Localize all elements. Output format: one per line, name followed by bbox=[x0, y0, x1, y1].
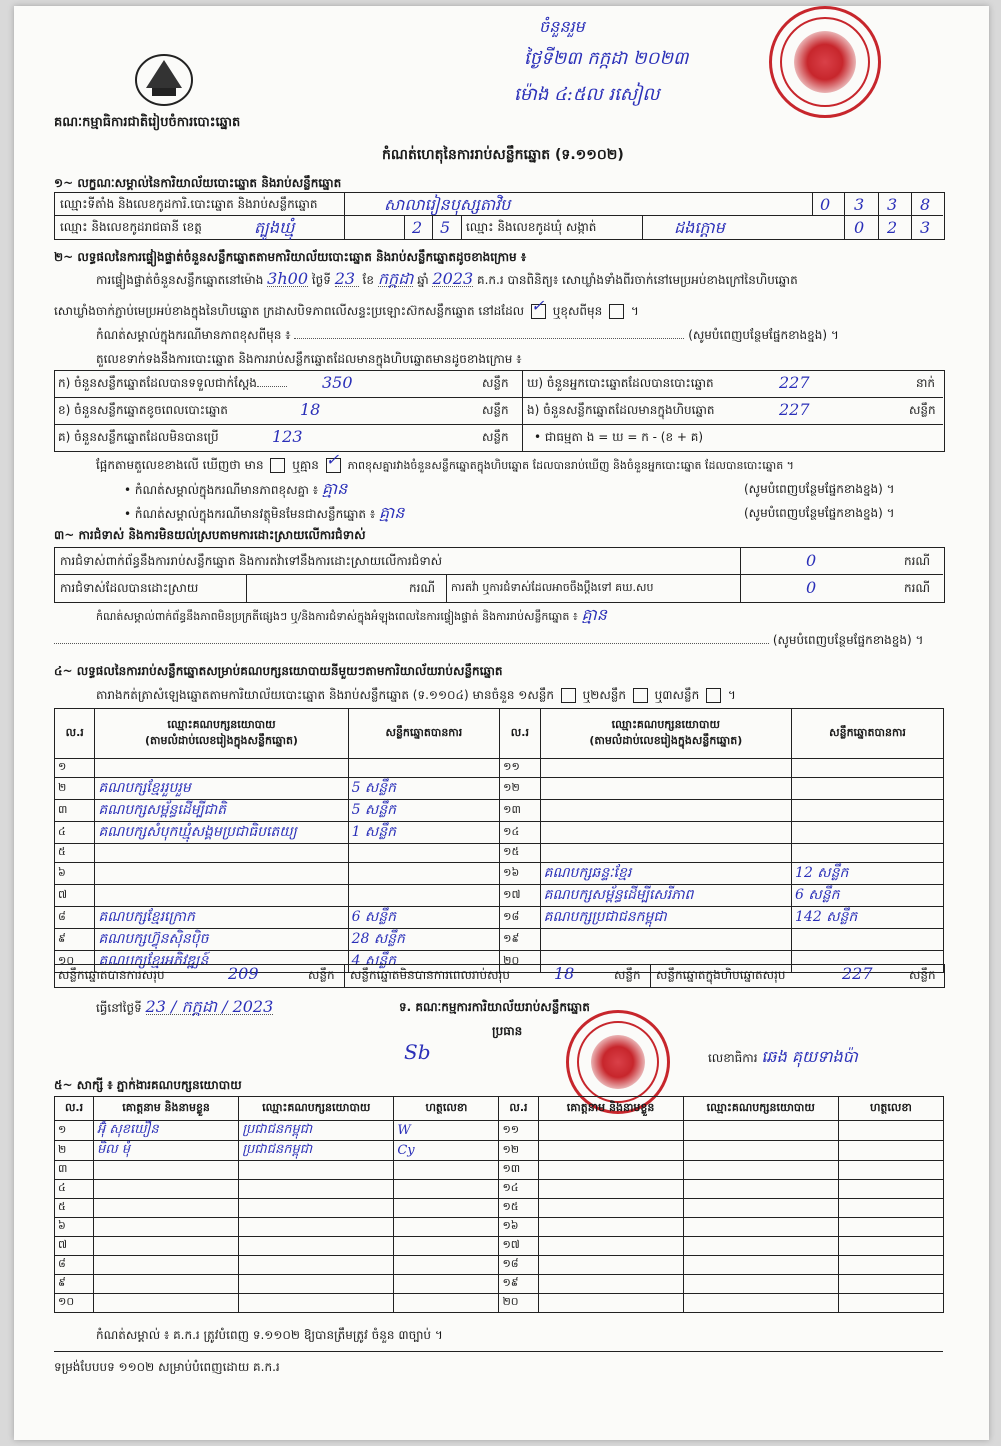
different-checkbox[interactable] bbox=[609, 304, 624, 319]
party-number: ២ bbox=[55, 778, 95, 800]
witness-signature bbox=[394, 1180, 499, 1199]
party-name bbox=[540, 800, 791, 822]
party-votes bbox=[792, 800, 944, 822]
voters-count: ឃ) ចំនួនអ្នកបោះឆ្នោតដែលបានបោះឆ្នោត bbox=[527, 376, 714, 390]
province-label: ឈ្មោះ និងលេខកូដរាជធានី ខេត្ត bbox=[60, 220, 202, 234]
witness-number: ១៨ bbox=[499, 1256, 538, 1275]
table-row bbox=[55, 1256, 944, 1275]
witness-name bbox=[538, 1199, 683, 1218]
form-page: គណៈកម្មាធិការជាតិរៀបចំការបោះឆ្នោត កំណត់ហេតុនៃការរាប់សន្លឹកឆ្នោត (ទ.១១០២) ចំនួនរួម ថ្ងៃទី២៣ កក្កដា ២០២៣ ម៉ោង ៤:៥ល រសៀល ១~ លក្ខណៈសម្គាល់នៃការិយាល័យបោះឆ្នោត និងរាប់សន្លឹកឆ្នោត ឈ្មោះទីតាំង និងលេខកូដការិ.បោះឆ្នោត និងរាប់សន្លឹកឆ្នោត សាលារៀនបុស្សតាវិប 0 3 3 8 ឈ្មោះ និងលេខកូដរាជធានី ខេត្ត ត្បូងឃ្មុំ 2 5 ឈ្មោះ និងលេខកូដឃុំ សង្កាត់ ដងក្ដោម 0 2 3 ២~ លទ្ធផលនៃការផ្ទៀងផ្ទាត់ចំនួនសន្លឹកឆ្នោតតាមការិយាល័យបោះឆ្នោត និងរាប់សន្លឹកឆ្នោតដូចខាងក្រោម ៖ ការផ្ទៀងផ្ទាត់ចំនួនសន្លឹកឆ្នោតនៅម៉ោង 3h00 ថ្ងៃទី 23 ខែ កក្កដា ឆ្នាំ 2023 គ.ក.រ បានពិនិត្យ៖ សោឃ្លាំងទាំងពីរចាក់នៅមេប្រអប់ខាងក្រៅនៃហិបឆ្នោត សោឃ្លាំងចាក់ភ្ជាប់មេប្រអប់ខាងក្នុងនៃហិបឆ្នោត ក្រដាសបិទភាពលើសន្ទះប្រឡោះស៊កសន្លឹកឆ្នោត នៅដដែល ✓ ឬខុសពីមុន ។ កំណត់សម្គាល់ក្នុងករណីមានភាពខុសពីមុន ៖ (សូមបំពេញបន្ថែមផ្នែកខាងខ្នង) ។ តួលេខទាក់ទងនឹងការបោះឆ្នោត និងការរាប់សន្លឹកឆ្នោតដែលមានក្នុងហិបឆ្នោតមានដូចខាងក្រោម ៖ ក) ចំនួនសន្លឹកឆ្នោតដែលបានទទួលជាក់ស្ដែង 350 សន្លឹក ខ) ចំនួនសន្លឹកឆ្នោតខូចពេលបោះឆ្នោត 18 សន្លឹក គ) ចំនួនសន្លឹកឆ្នោតដែលមិនបានប្រើ 123 សន្លឹក ឃ) ចំនួនអ្នកបោះឆ្នោតដែលបានបោះឆ្នោត 227 នាក់ ង) ចំនួនសន្លឹកឆ្នោតដែលមានក្នុងហិបឆ្នោត 227 សន្លឹក • ជាធម្មតា ង = ឃ = ក - (ខ + គ) ផ្អែកតាមតួលេខខាងលើ ឃើញថា មាន ឬគ្មាន ✓ ភាពខុសគ្នារវាងចំនួនសន្លឹកឆ្នោតក្នុងហិបឆ្នោត ដែលបានរាប់ឃើញ និងចំនួនអ្នកបោះឆ្នោត ដែលបានបោះឆ្នោត ។ • កំណត់សម្គាល់ក្នុងករណីមានភាពខុសគ្នា ៖ គ្មាន • កំណត់សម្គាល់ក្នុងករណីមានវត្ថុមិនមែនជាសន្លឹកឆ្នោត ៖ គ្មាន (សូមបំពេញបន្ថែមផ្នែកខាងខ្នង) ។ (សូមបំពេញបន្ថែមផ្នែកខាងខ្នង) ។ ៣~ ការជំទាស់ និងការមិនយល់ស្របតាមការដោះស្រាយលើការជំទាស់ ការជំទាស់ពាក់ព័ន្ធនឹងការរាប់សន្លឹកឆ្នោត និងការតវ៉ាទៅនឹងការដោះស្រាយលើការជំទាស់ 0 ករណី ការជំទាស់ដែលបានដោះស្រាយ ករណី ការតវ៉ា ឬការជំទាស់ដែលអាចចឹងប្ដឹងទៅ គឃ.សប 0 ករណី កំណត់សម្គាល់ពាក់ព័ន្ធនឹងភាពមិនប្រក្រតីផ្សេងៗ ឬ/និងការជំទាស់ក្នុងអំឡុងពេលនៃការផ្ទៀងផ្ទាត់ និងការរាប់សន្លឹកឆ្នោត ៖ គ្មាន (សូមបំពេញបន្ថែមផ្នែកខាងខ្នង) ។ ៤~ លទ្ធផលនៃការរាប់សន្លឹកឆ្នោតសម្រាប់គណបក្សនយោបាយនីមួយៗតាមការិយាល័យរាប់សន្លឹកឆ្នោត តារាងកត់ត្រាសំឡេងឆ្នោតតាមការិយាល័យបោះឆ្នោត និងរាប់សន្លឹកឆ្នោត (ទ.១១០៤) មានចំនួន ១សន្លឹក ឬ២សន្លឹក ឬ៣សន្លឹក ។ ល.រ ឈ្មោះគណបក្សនយោបាយ (តាមលំដាប់លេខរៀងក្នុងសន្លឹកឆ្នោត) សន្លឹកឆ្នោតបានការ ល.រ ឈ្មោះគណបក្សនយោបាយ (តាមលំដាប់លេខរៀងក្នុងសន្លឹកឆ្នោត) សន្លឹកឆ្នោតបានការ ១ ១១ ២ គណបក្សខ្មែររួបរួម 5 សន្លឹក ១២ ៣ គណបក្សសម្ព័ន្ធដើម្បីជាតិ 5 សន្លឹក ១៣ ៤ គណបក្សសំបុកឃ្មុំសង្គមប្រជាធិបតេយ្យ 1 សន្លឹក ១៤ ៥ ១៥ ៦ ១៦ គណបក្សឆន្ទៈខ្មែរ 12 សន្លឹក ៧ ១៧ គណបក្សសម្ព័ន្ធដើម្បីសេរីភាព 6 សន្លឹក ៨ គណបក្សខ្មែរក្រោក 6 សន្លឹក ១៨ គណបក្សប្រជាជនកម្ពុជា 142 សន្លឹក ៩ គណបក្សហ៊្វុនស៊ិនប៉ិច 28 សន្លឹក ១៩ ១០ គណបក្សខ្មែរអភិវឌ្ឍន៍ 4 សន្លឹក ២០ សន្លឹកឆ្នោតបានការសរុប 209 សន្លឹក សន្លឹកឆ្នោតមិនបានការពេលរាប់សរុប 18 សន្លឹក សន្លឹកឆ្នោតក្នុងហិបឆ្នោតសរុប 227 សន្លឹក ធ្វើនៅថ្ងៃទី 23 / កក្កដា / 2023 ទ. គណៈកម្មការការិយាល័យរាប់សន្លឹកឆ្នោត ប្រធាន Sb លេខាធិការ ឆេង គុយទាងប៉ា ៥~ សាក្សី ៖ ភ្នាក់ងារគណបក្សនយោបាយ ល.រ គោត្តនាម និងនាមខ្លួន ឈ្មោះគណបក្សនយោបាយ ហត្ថលេខា ល.រ គោត្តនាម និងនាមខ្លួន ឈ្មោះគណបក្សនយោបាយ ហត្ថលេខា ១ អ៊ុំ សុខឃឿន ប្រជាជនកម្ពុជា W ១១ ២ មិល មុំ ប្រជាជនកម្ពុជា Cy ១២ ៣ ១៣ ៤ ១៤ ៥ ១៥ ៦ ១៦ ៧ ១៧ ៨ ១៨ ៩ ១៩ ១០ ២០ កំណត់សម្គាល់ ៖ គ.ក.រ ត្រូវបំពេញ ទ.១១០២ ឱ្យបានត្រឹមត្រូវ ចំនួន ៣ច្បាប់ ។ ទម្រង់បែបបទ ១១០២ សម្រាប់បំពេញដោយ គ.ក.រ bbox=[14, 6, 989, 1440]
witness-party bbox=[683, 1294, 838, 1313]
resolved-label: ការជំទាស់ដែលបានដោះស្រាយ bbox=[60, 581, 199, 595]
committee-name: គណៈកម្មាធិការជាតិរៀបចំការបោះឆ្នោត bbox=[54, 115, 241, 130]
party-number: ១៣ bbox=[500, 800, 540, 822]
appeal-label: ការតវ៉ា ឬការជំទាស់ដែលអាចចឹងប្ដឹងទៅ គឃ.សប bbox=[451, 581, 654, 594]
witness-name bbox=[94, 1218, 239, 1237]
witness-number: ៨ bbox=[55, 1256, 94, 1275]
witness-signature bbox=[838, 1294, 943, 1313]
witness-name bbox=[94, 1275, 239, 1294]
commune-code-3: 3 bbox=[920, 218, 931, 237]
check-line-1: ការផ្ទៀងផ្ទាត់ចំនួនសន្លឹកឆ្នោតនៅម៉ោង 3h00 ថ្ងៃទី 23 ខែ កក្កដា ឆ្នាំ 2023 គ.ក.រ បានពិនិត្យ៖ សោឃ្លាំងទាំងពីរចាក់នៅមេប្រអប់ខាងក្រៅនៃហិបឆ្នោត bbox=[96, 269, 798, 288]
irregularity-note: កំណត់សម្គាល់ពាក់ព័ន្ធនឹងភាពមិនប្រក្រតីផ្សេងៗ ឬ/និងការជំទាស់ក្នុងអំឡុងពេលនៃការផ្ទៀងផ្ទាត់ និងការរាប់សន្លឹកឆ្នោត ៖ គ្មាន bbox=[96, 605, 607, 624]
commune-label: ឈ្មោះ និងលេខកូដឃុំ សង្កាត់ bbox=[466, 220, 597, 234]
top-note-2: ថ្ងៃទី២៣ កក្កដា ២០២៣ bbox=[524, 48, 689, 69]
witness-signature bbox=[838, 1237, 943, 1256]
bullet-difference: • កំណត់សម្គាល់ក្នុងករណីមានភាពខុសគ្នា ៖ គ្មាន bbox=[124, 479, 348, 498]
witness-name: អ៊ុំ សុខឃឿន bbox=[94, 1121, 239, 1141]
party-number: ៤ bbox=[55, 822, 95, 844]
party-votes: 5 សន្លឹក bbox=[348, 800, 500, 822]
witness-number: ១៣ bbox=[499, 1161, 538, 1180]
party-number: ១០ bbox=[55, 951, 95, 973]
party-name bbox=[95, 844, 348, 863]
total-box-label: សន្លឹកឆ្នោតក្នុងហិបឆ្នោតសរុប bbox=[656, 968, 786, 982]
section3-title: ៣~ ការជំទាស់ និងការមិនយល់ស្របតាមការដោះស្រាយលើការជំទាស់ bbox=[54, 528, 366, 542]
witness-party bbox=[239, 1237, 394, 1256]
party-number: ២០ bbox=[500, 951, 540, 973]
witness-table: ល.រ គោត្តនាម និងនាមខ្លួន ឈ្មោះគណបក្សនយោបាយ ហត្ថលេខា ល.រ គោត្តនាម និងនាមខ្លួន ឈ្មោះគណបក្សនយោបាយ ហត្ថលេខា ១ អ៊ុំ សុខឃឿន ប្រជាជនកម្ពុជា W ១១ ២ មិល មុំ ប្រជាជនកម្ពុជា Cy ១២ ៣ ១៣ ៤ ១៤ ៥ ១៥ ៦ ១៦ ៧ ១៧ ៨ ១៨ ៩ ១៩ ១០ ២០ bbox=[54, 1096, 944, 1313]
witness-signature bbox=[838, 1161, 943, 1180]
signing-committee: ទ. គណៈកម្មការការិយាល័យរាប់សន្លឹកឆ្នោត bbox=[399, 1000, 590, 1014]
party-number: ១៧ bbox=[500, 885, 540, 907]
witness-signature bbox=[394, 1294, 499, 1313]
witness-number: ១០ bbox=[55, 1294, 94, 1313]
location-code-3: 3 bbox=[887, 195, 898, 214]
party-votes bbox=[792, 844, 944, 863]
table-row bbox=[55, 929, 944, 951]
party-number: ១២ bbox=[500, 778, 540, 800]
table-row bbox=[55, 844, 944, 863]
party-name: គណបក្សខ្មែរអភិវឌ្ឍន៍ bbox=[95, 951, 348, 973]
chair-signature: Sb bbox=[404, 1040, 431, 1064]
has-difference-checkbox[interactable] bbox=[270, 458, 285, 473]
commune-code-2: 2 bbox=[887, 218, 898, 237]
witness-signature bbox=[394, 1237, 499, 1256]
top-note-3: ម៉ោង ៤:៥ល រសៀល bbox=[514, 84, 660, 105]
party-name bbox=[540, 822, 791, 844]
witness-party bbox=[239, 1294, 394, 1313]
party-name: គណបក្សប្រជាជនកម្ពុជា bbox=[540, 907, 791, 929]
objections-label: ការជំទាស់ពាក់ព័ន្ធនឹងការរាប់សន្លឹកឆ្នោត និងការតវ៉ាទៅនឹងការដោះស្រាយលើការជំទាស់ bbox=[60, 554, 443, 568]
witness-party bbox=[239, 1161, 394, 1180]
total-box-value: 227 bbox=[842, 964, 873, 983]
witness-party bbox=[683, 1199, 838, 1218]
voters-count-value: 227 bbox=[779, 373, 810, 392]
same-checkbox[interactable]: ✓ bbox=[531, 304, 546, 319]
witness-number: ១៦ bbox=[499, 1218, 538, 1237]
party-number: ៣ bbox=[55, 800, 95, 822]
witness-number: ២ bbox=[55, 1141, 94, 1161]
emblem-icon bbox=[132, 48, 196, 108]
table-row bbox=[55, 1218, 944, 1237]
table-row bbox=[55, 800, 944, 822]
location-code-1: 0 bbox=[820, 195, 831, 214]
party-votes: 4 សន្លឹក bbox=[348, 951, 500, 973]
unused-ballots-value: 123 bbox=[272, 427, 303, 446]
party-number: ៨ bbox=[55, 907, 95, 929]
party-name: គណបក្សហ៊្វុនស៊ិនប៉ិច bbox=[95, 929, 348, 951]
appeal-value: 0 bbox=[806, 578, 817, 597]
difference-note: កំណត់សម្គាល់ក្នុងករណីមានភាពខុសពីមុន ៖ (សូមបំពេញបន្ថែមផ្នែកខាងខ្នង) ។ bbox=[96, 328, 839, 342]
party-name bbox=[95, 863, 348, 885]
witness-signature bbox=[838, 1141, 943, 1161]
unused-ballots: គ) ចំនួនសន្លឹកឆ្នោតដែលមិនបានប្រើ bbox=[58, 430, 219, 444]
box-ballots: ង) ចំនួនសន្លឹកឆ្នោតដែលមានក្នុងហិបឆ្នោត bbox=[527, 403, 715, 417]
witness-number: ២០ bbox=[499, 1294, 538, 1313]
witness-signature bbox=[838, 1180, 943, 1199]
witness-name bbox=[538, 1237, 683, 1256]
red-seal-top bbox=[769, 6, 881, 118]
witness-name bbox=[538, 1141, 683, 1161]
no-difference-checkbox[interactable]: ✓ bbox=[326, 458, 341, 473]
table-row bbox=[55, 1275, 944, 1294]
witness-party: ប្រជាជនកម្ពុជា bbox=[239, 1121, 394, 1141]
witness-number: ១៥ bbox=[499, 1199, 538, 1218]
party-name: គណបក្សសម្ព័ន្ធដើម្បីជាតិ bbox=[95, 800, 348, 822]
party-name bbox=[95, 759, 348, 778]
witness-signature bbox=[394, 1218, 499, 1237]
witness-party bbox=[683, 1256, 838, 1275]
table-row bbox=[55, 1199, 944, 1218]
one-sheet-checkbox[interactable] bbox=[561, 688, 576, 703]
party-votes bbox=[792, 929, 944, 951]
objections-value: 0 bbox=[806, 551, 817, 570]
party-number: ១១ bbox=[500, 759, 540, 778]
total-valid-label: សន្លឹកឆ្នោតបានការសរុប bbox=[58, 968, 165, 982]
witness-signature bbox=[394, 1199, 499, 1218]
witness-number: ៣ bbox=[55, 1161, 94, 1180]
witness-signature bbox=[838, 1256, 943, 1275]
party-number: ៥ bbox=[55, 844, 95, 863]
witness-number: ១១ bbox=[499, 1121, 538, 1141]
bullet-foreign: • កំណត់សម្គាល់ក្នុងករណីមានវត្ថុមិនមែនជាសន្លឹកឆ្នោត ៖ គ្មាន bbox=[124, 503, 405, 522]
witness-party bbox=[683, 1121, 838, 1141]
section4-title: ៤~ លទ្ធផលនៃការរាប់សន្លឹកឆ្នោតសម្រាប់គណបក្សនយោបាយនីមួយៗតាមការិយាល័យរាប់សន្លឹកឆ្នោត bbox=[54, 664, 503, 678]
witness-signature bbox=[838, 1121, 943, 1141]
table-row bbox=[55, 1161, 944, 1180]
witness-name: មិល មុំ bbox=[94, 1141, 239, 1161]
party-name: គណបក្សខ្មែររួបរួម bbox=[95, 778, 348, 800]
witness-name bbox=[94, 1180, 239, 1199]
section5-title: ៥~ សាក្សី ៖ ភ្នាក់ងារគណបក្សនយោបាយ bbox=[54, 1078, 242, 1092]
witness-note: កំណត់សម្គាល់ ៖ គ.ក.រ ត្រូវបំពេញ ទ.១១០២ ឱ្យបានត្រឹមត្រូវ ចំនួន ៣ច្បាប់ ។ bbox=[96, 1328, 443, 1342]
check-line-2: សោឃ្លាំងចាក់ភ្ជាប់មេប្រអប់ខាងក្នុងនៃហិបឆ្នោត ក្រដាសបិទភាពលើសន្ទះប្រឡោះស៊កសន្លឹកឆ្នោត នៅដដែល ✓ ឬខុសពីមុន ។ bbox=[54, 296, 639, 318]
party-name bbox=[540, 778, 791, 800]
party-votes bbox=[348, 844, 500, 863]
table-row bbox=[55, 822, 944, 844]
party-number: ៩ bbox=[55, 929, 95, 951]
witness-name bbox=[94, 1161, 239, 1180]
party-name: គណបក្សខ្មែរក្រោក bbox=[95, 907, 348, 929]
party-name: គណបក្សឆន្ទៈខ្មែរ bbox=[540, 863, 791, 885]
party-votes: 6 សន្លឹក bbox=[348, 907, 500, 929]
witness-party bbox=[683, 1218, 838, 1237]
party-number: ១៩ bbox=[500, 929, 540, 951]
table-row bbox=[55, 907, 944, 929]
commune-code-1: 0 bbox=[854, 218, 865, 237]
witness-number: ១៧ bbox=[499, 1237, 538, 1256]
three-sheet-checkbox[interactable] bbox=[706, 688, 721, 703]
table-row bbox=[55, 759, 944, 778]
witness-party bbox=[683, 1180, 838, 1199]
witness-number: ៦ bbox=[55, 1218, 94, 1237]
party-name bbox=[540, 844, 791, 863]
table-row bbox=[55, 778, 944, 800]
tally-sheet-line: តារាងកត់ត្រាសំឡេងឆ្នោតតាមការិយាល័យបោះឆ្នោត និងរាប់សន្លឹកឆ្នោត (ទ.១១០៤) មានចំនួន ១សន្លឹក ឬ២សន្លឹក ឬ៣សន្លឹក ។ bbox=[96, 688, 736, 702]
chair-label: ប្រធាន bbox=[492, 1024, 523, 1038]
witness-signature bbox=[838, 1275, 943, 1294]
witness-signature bbox=[394, 1275, 499, 1294]
party-votes bbox=[348, 863, 500, 885]
witness-party bbox=[239, 1199, 394, 1218]
witness-signature: W bbox=[394, 1121, 499, 1141]
party-name bbox=[540, 759, 791, 778]
witness-name bbox=[538, 1294, 683, 1313]
witness-number: ៩ bbox=[55, 1275, 94, 1294]
party-votes bbox=[348, 759, 500, 778]
party-name bbox=[540, 929, 791, 951]
location-code-2: 3 bbox=[854, 195, 865, 214]
party-votes bbox=[348, 885, 500, 907]
party-number: ១ bbox=[55, 759, 95, 778]
witness-signature: Cy bbox=[394, 1141, 499, 1161]
top-note-1: ចំនួនរួម bbox=[539, 17, 585, 36]
province-code-1: 2 bbox=[412, 218, 423, 237]
witness-name bbox=[538, 1121, 683, 1141]
province-code-2: 5 bbox=[440, 218, 451, 237]
secretary: លេខាធិការ ឆេង គុយទាងប៉ា bbox=[708, 1047, 858, 1066]
witness-number: ៤ bbox=[55, 1180, 94, 1199]
witness-party bbox=[239, 1256, 394, 1275]
table-row bbox=[55, 1121, 944, 1141]
figures-intro: តួលេខទាក់ទងនឹងការបោះឆ្នោត និងការរាប់សន្លឹកឆ្នោតដែលមានក្នុងហិបឆ្នោតមានដូចខាងក្រោម ៖ bbox=[96, 352, 522, 366]
witness-party bbox=[683, 1141, 838, 1161]
table-row bbox=[55, 863, 944, 885]
two-sheet-checkbox[interactable] bbox=[633, 688, 648, 703]
party-votes bbox=[792, 759, 944, 778]
location-label: ឈ្មោះទីតាំង និងលេខកូដការិ.បោះឆ្នោត និងរាប់សន្លឹកឆ្នោត bbox=[60, 197, 318, 211]
location-value: សាលារៀនបុស្សតាវិប bbox=[384, 195, 511, 214]
witness-party bbox=[683, 1161, 838, 1180]
formula: • ជាធម្មតា ង = ឃ = ក - (ខ + គ) bbox=[534, 430, 704, 444]
party-name: គណបក្សសំបុកឃ្មុំសង្គមប្រជាធិបតេយ្យ bbox=[95, 822, 348, 844]
witness-party bbox=[683, 1237, 838, 1256]
party-votes: 6 សន្លឹក bbox=[792, 885, 944, 907]
section1-title: ១~ លក្ខណៈសម្គាល់នៃការិយាល័យបោះឆ្នោត និងរាប់សន្លឹកឆ្នោត bbox=[54, 176, 342, 190]
section2-title: ២~ លទ្ធផលនៃការផ្ទៀងផ្ទាត់ចំនួនសន្លឹកឆ្នោតតាមការិយាល័យបោះឆ្នោត និងរាប់សន្លឹកឆ្នោតដូចខាងក្រោម ៖ bbox=[54, 250, 527, 264]
table-row bbox=[55, 885, 944, 907]
witness-party bbox=[239, 1180, 394, 1199]
received-ballots: ក) ចំនួនសន្លឹកឆ្នោតដែលបានទទួលជាក់ស្ដែង bbox=[58, 376, 287, 390]
witness-name bbox=[94, 1237, 239, 1256]
party-votes: 28 សន្លឹក bbox=[348, 929, 500, 951]
total-invalid-label: សន្លឹកឆ្នោតមិនបានការពេលរាប់សរុប bbox=[350, 968, 510, 982]
witness-number: ១៤ bbox=[499, 1180, 538, 1199]
table-row bbox=[55, 1180, 944, 1199]
spoiled-ballots: ខ) ចំនួនសន្លឹកឆ្នោតខូចពេលបោះឆ្នោត bbox=[58, 403, 228, 417]
party-number: ៦ bbox=[55, 863, 95, 885]
province-value: ត្បូងឃ្មុំ bbox=[254, 218, 295, 237]
witness-name bbox=[94, 1294, 239, 1313]
document-title: កំណត់ហេតុនៃការរាប់សន្លឹកឆ្នោត (ទ.១១០២) bbox=[382, 147, 624, 163]
table-row bbox=[55, 1294, 944, 1313]
total-invalid-value: 18 bbox=[554, 964, 575, 983]
witness-party: ប្រជាជនកម្ពុជា bbox=[239, 1141, 394, 1161]
witness-number: ៥ bbox=[55, 1199, 94, 1218]
spoiled-ballots-value: 18 bbox=[300, 400, 321, 419]
witness-name bbox=[94, 1256, 239, 1275]
party-number: ១៥ bbox=[500, 844, 540, 863]
party-number: ១៨ bbox=[500, 907, 540, 929]
witness-signature bbox=[838, 1218, 943, 1237]
witness-number: ១៩ bbox=[499, 1275, 538, 1294]
party-number: ១៤ bbox=[500, 822, 540, 844]
party-name bbox=[95, 885, 348, 907]
witness-party bbox=[239, 1275, 394, 1294]
box-ballots-value: 227 bbox=[779, 400, 810, 419]
total-valid-value: 209 bbox=[228, 964, 259, 983]
witness-name bbox=[94, 1199, 239, 1218]
footer-text: ទម្រង់បែបបទ ១១០២ សម្រាប់បំពេញដោយ គ.ក.រ bbox=[54, 1360, 280, 1374]
party-votes bbox=[792, 778, 944, 800]
witness-number: ១២ bbox=[499, 1141, 538, 1161]
witness-number: ៧ bbox=[55, 1237, 94, 1256]
witness-name bbox=[538, 1180, 683, 1199]
witness-signature bbox=[394, 1256, 499, 1275]
party-votes bbox=[792, 822, 944, 844]
witness-party bbox=[239, 1218, 394, 1237]
received-ballots-value: 350 bbox=[322, 373, 353, 392]
witness-party bbox=[683, 1275, 838, 1294]
table-row bbox=[55, 1237, 944, 1256]
location-code-4: 8 bbox=[920, 195, 931, 214]
witness-signature bbox=[838, 1199, 943, 1218]
table-row bbox=[55, 1141, 944, 1161]
party-results-table: ល.រ ឈ្មោះគណបក្សនយោបាយ (តាមលំដាប់លេខរៀងក្នុងសន្លឹកឆ្នោត) សន្លឹកឆ្នោតបានការ ល.រ ឈ្មោះគណបក្សនយោបាយ (តាមលំដាប់លេខរៀងក្នុងសន្លឹកឆ្នោត) សន្លឹកឆ្នោតបានការ ១ ១១ ២ គណបក្សខ្មែររួបរួម 5 សន្លឹក ១២ ៣ គណបក្សសម្ព័ន្ធដើម្បីជាតិ 5 សន្លឹក ១៣ ៤ គណបក្សសំបុកឃ្មុំសង្គមប្រជាធិបតេយ្យ 1 សន្លឹក ១៤ ៥ ១៥ ៦ ១៦ គណបក្សឆន្ទៈខ្មែរ 12 សន្លឹក ៧ ១៧ គណបក្សសម្ព័ន្ធដើម្បីសេរីភាព 6 សន្លឹក ៨ គណបក្សខ្មែរក្រោក 6 សន្លឹក ១៨ គណបក្សប្រជាជនកម្ពុជា 142 សន្លឹក ៩ គណបក្សហ៊្វុនស៊ិនប៉ិច 28 សន្លឹក ១៩ ១០ គណបក្សខ្មែរអភិវឌ្ឍន៍ 4 សន្លឹក ២០ bbox=[54, 708, 944, 973]
witness-name bbox=[538, 1218, 683, 1237]
party-votes: 142 សន្លឹក bbox=[792, 907, 944, 929]
party-name: គណបក្សសម្ព័ន្ធដើម្បីសេរីភាព bbox=[540, 885, 791, 907]
difference-line: ផ្អែកតាមតួលេខខាងលើ ឃើញថា មាន ឬគ្មាន ✓ ភាពខុសគ្នារវាងចំនួនសន្លឹកឆ្នោតក្នុងហិបឆ្នោត ដែលបានរាប់ឃើញ និងចំនួនអ្នកបោះឆ្នោត ដែលបានបោះឆ្នោត ។ bbox=[96, 450, 794, 472]
party-votes: 12 សន្លឹក bbox=[792, 863, 944, 885]
witness-name bbox=[538, 1256, 683, 1275]
party-number: ៧ bbox=[55, 885, 95, 907]
witness-name bbox=[538, 1161, 683, 1180]
party-votes: 1 សន្លឹក bbox=[348, 822, 500, 844]
party-votes: 5 សន្លឹក bbox=[348, 778, 500, 800]
witness-number: ១ bbox=[55, 1121, 94, 1141]
witness-name bbox=[538, 1275, 683, 1294]
commune-value: ដងក្ដោម bbox=[674, 218, 725, 237]
witness-signature bbox=[394, 1161, 499, 1180]
signing-date: ធ្វើនៅថ្ងៃទី 23 / កក្កដា / 2023 bbox=[96, 997, 274, 1016]
party-number: ១៦ bbox=[500, 863, 540, 885]
